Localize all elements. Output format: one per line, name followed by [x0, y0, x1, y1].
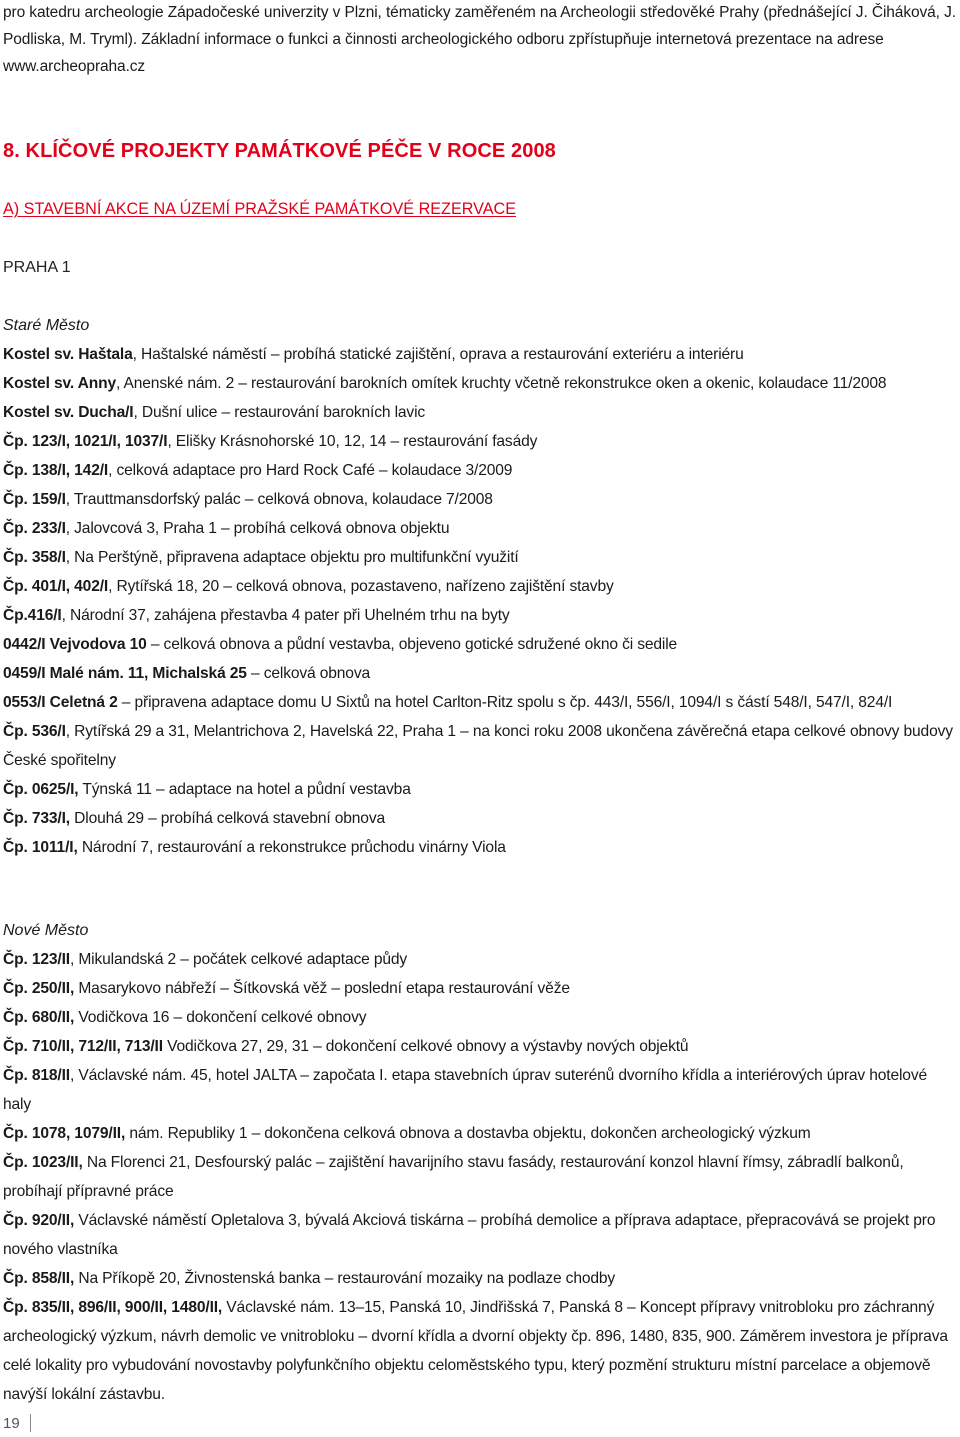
project-description: Masarykovo nábřeží – Šítkovská věž – poslední etapa restaurování věže — [74, 980, 570, 997]
project-identifier: Čp. 1023/II, — [3, 1154, 83, 1171]
project-identifier: Čp. 138/I, 142/I — [3, 462, 109, 479]
project-identifier: 0442/I Vejvodova 10 — [3, 636, 147, 653]
project-description: nám. Republiky 1 – dokončena celková obnova a dostavba objektu, dokončen archeologický výzkum — [125, 1125, 811, 1142]
project-item — [3, 369, 958, 398]
project-item — [3, 1264, 958, 1293]
project-item — [3, 543, 958, 572]
project-identifier: Čp. 835/II, 896/II, 900/II, 1480/II, — [3, 1299, 223, 1316]
project-identifier: Čp. 250/II, — [3, 980, 75, 997]
project-item — [3, 456, 958, 485]
project-description: , Haštalské náměstí – probíhá statické zajištění, oprava a restaurování exteriéru a interiéru — [132, 346, 744, 363]
project-description: , Rytířská 18, 20 – celková obnova, pozastaveno, nařízeno zajištění stavby — [108, 578, 614, 595]
project-identifier: Čp. 0625/I, — [3, 781, 79, 798]
project-description: , Na Perštýně, připravena adaptace objektu pro multifunkční využití — [65, 549, 519, 566]
project-description: , Jalovcová 3, Praha 1 – probíhá celková obnova objektu — [65, 520, 450, 537]
project-identifier: Kostel sv. Ducha/I — [3, 404, 134, 421]
section-stare-mesto — [3, 311, 958, 862]
project-description: , Dušní ulice – restaurování barokních lavic — [133, 404, 426, 421]
project-item — [3, 340, 958, 369]
project-identifier: Čp. 233/I — [3, 520, 66, 537]
project-description: Václavské nám. 13–15, Panská 10, Jindřišská 7, Panská 8 – Koncept přípravy vnitrobloku pro záchranný archeologický výzkum, návrh demolic ve vnitrobloku – dvorní křídla a dvorní objekty čp. 896, 1480, 835, 900. Záměrem investora je příprava celé lokality pro vybudování novostavby polyfunkčního objektu celoměstského typu, který pozmění strukturu místní parcelace a objemově navýší lokální zástavbu. — [3, 1299, 948, 1403]
project-description: , Národní 37, zahájena přestavba 4 pater při Uhelném trhu na byty — [61, 607, 510, 624]
subsection-title: Staré Město — [3, 317, 90, 334]
project-item — [3, 945, 958, 974]
project-item — [3, 1032, 958, 1061]
project-identifier: Čp. 358/I — [3, 549, 66, 566]
intro-paragraph: pro katedru archeologie Západočeské univerzity v Plzni, tématicky zaměřeném na Archeologii středověké Prahy (přednášející J. Čiháková, J. Podliska, M. Tryml). Základní informace o funkci a činnosti archeologického odboru zpřístupňuje internetová prezentace na adrese www.archeopraha.cz — [3, 4, 956, 75]
project-item — [3, 398, 958, 427]
document-page — [3, 0, 958, 1403]
project-description: – připravena adaptace domu U Sixtů na hotel Carlton-Ritz spolu s čp. 443/I, 556/I, 1094/I s částí 548/I, 547/I, 824/I — [117, 694, 893, 711]
section-nove-mesto — [3, 916, 958, 1409]
subsection-title: Nové Město — [3, 922, 89, 939]
project-description: – celková obnova — [246, 665, 370, 682]
project-item — [3, 1206, 958, 1264]
project-description: Na Příkopě 20, Živnostenská banka – restaurování mozaiky na podlaze chodby — [74, 1270, 616, 1287]
page-number: 19 — [3, 1414, 20, 1432]
project-description: Vodičkova 27, 29, 31 – dokončení celkové obnovy a výstavby nových objektů — [162, 1038, 689, 1055]
project-description: – celková obnova a půdní vestavba, objeveno gotické sdružené okno či sedile — [146, 636, 678, 653]
project-item — [3, 1293, 958, 1409]
footer-divider — [30, 1414, 31, 1432]
project-description: , Trauttmansdorfský palác – celková obnova, kolaudace 7/2008 — [65, 491, 493, 508]
project-item — [3, 427, 958, 456]
project-identifier: Čp. 123/II — [3, 951, 70, 968]
project-identifier: Čp. 710/II, 712/II, 713/II — [3, 1038, 163, 1055]
project-description: Dlouhá 29 – probíhá celková stavební obnova — [69, 810, 385, 827]
project-description: , celková adaptace pro Hard Rock Café – kolaudace 3/2009 — [108, 462, 513, 479]
project-description: , Anenské nám. 2 – restaurování barokních omítek kruchty včetně rekonstrukce oken a okenic, kolaudace 11/2008 — [116, 375, 887, 392]
project-description: Na Florenci 21, Desfourský palác – zajištění havarijního stavu fasády, restaurování konzol hlavní římsy, zábradlí balkonů, probíhají přípravné práce — [3, 1154, 904, 1200]
project-item — [3, 688, 958, 717]
project-item — [3, 804, 958, 833]
project-identifier: Čp. 858/II, — [3, 1270, 75, 1287]
chapter-heading: 8. KLÍČOVÉ PROJEKTY PAMÁTKOVÉ PÉČE V ROCE 2008 — [3, 140, 556, 162]
project-item — [3, 659, 958, 688]
project-description: Národní 7, restaurování a rekonstrukce průchodu vinárny Viola — [77, 839, 506, 856]
project-description: , Mikulandská 2 – počátek celkové adaptace půdy — [69, 951, 408, 968]
project-list — [3, 340, 958, 862]
project-identifier: Čp.416/I — [3, 607, 62, 624]
project-item — [3, 974, 958, 1003]
project-item — [3, 572, 958, 601]
project-identifier: Kostel sv. Haštala — [3, 346, 133, 363]
project-identifier: Čp. 123/I, 1021/I, 1037/I — [3, 433, 168, 450]
project-identifier: Čp. 818/II — [3, 1067, 70, 1084]
section-heading: A) STAVEBNÍ AKCE NA ÚZEMÍ PRAŽSKÉ PAMÁTKOVÉ REZERVACE — [3, 200, 517, 218]
project-identifier: Čp. 159/I — [3, 491, 66, 508]
project-identifier: Čp. 680/II, — [3, 1009, 75, 1026]
project-item — [3, 1003, 958, 1032]
project-identifier: Čp. 536/I — [3, 723, 66, 740]
project-item — [3, 485, 958, 514]
project-identifier: Kostel sv. Anny — [3, 375, 116, 392]
project-item — [3, 717, 958, 775]
district-heading: PRAHA 1 — [3, 259, 71, 276]
project-item — [3, 833, 958, 862]
page-footer — [3, 1414, 31, 1432]
project-item — [3, 630, 958, 659]
project-item — [3, 1148, 958, 1206]
project-item — [3, 514, 958, 543]
project-description: , Václavské nám. 45, hotel JALTA – započata I. etapa stavebních úprav suterénů dvorního křídla a interiérových úprav hotelové haly — [3, 1067, 927, 1113]
project-identifier: Čp. 920/II, — [3, 1212, 75, 1229]
project-identifier: Čp. 1011/I, — [3, 839, 78, 856]
project-identifier: Čp. 1078, 1079/II, — [3, 1125, 126, 1142]
project-description: , Elišky Krásnohorské 10, 12, 14 – restaurování fasády — [167, 433, 538, 450]
project-list — [3, 945, 958, 1409]
project-description: Vodičkova 16 – dokončení celkové obnovy — [74, 1009, 367, 1026]
project-item — [3, 601, 958, 630]
project-description: Týnská 11 – adaptace na hotel a půdní vestavba — [78, 781, 411, 798]
project-identifier: 0553/I Celetná 2 — [3, 694, 118, 711]
project-identifier: 0459/I Malé nám. 11, Michalská 25 — [3, 665, 247, 682]
project-item — [3, 1061, 958, 1119]
project-identifier: Čp. 733/I, — [3, 810, 70, 827]
project-identifier: Čp. 401/I, 402/I — [3, 578, 109, 595]
project-description: , Rytířská 29 a 31, Melantrichova 2, Havelská 22, Praha 1 – na konci roku 2008 ukončena závěrečná etapa celkové obnovy budovy České spořitelny — [3, 723, 953, 769]
project-item — [3, 1119, 958, 1148]
project-item — [3, 775, 958, 804]
project-description: Václavské náměstí Opletalova 3, bývalá Akciová tiskárna – probíhá demolice a příprava adaptace, přepracovává se projekt pro nového vlastníka — [3, 1212, 936, 1258]
